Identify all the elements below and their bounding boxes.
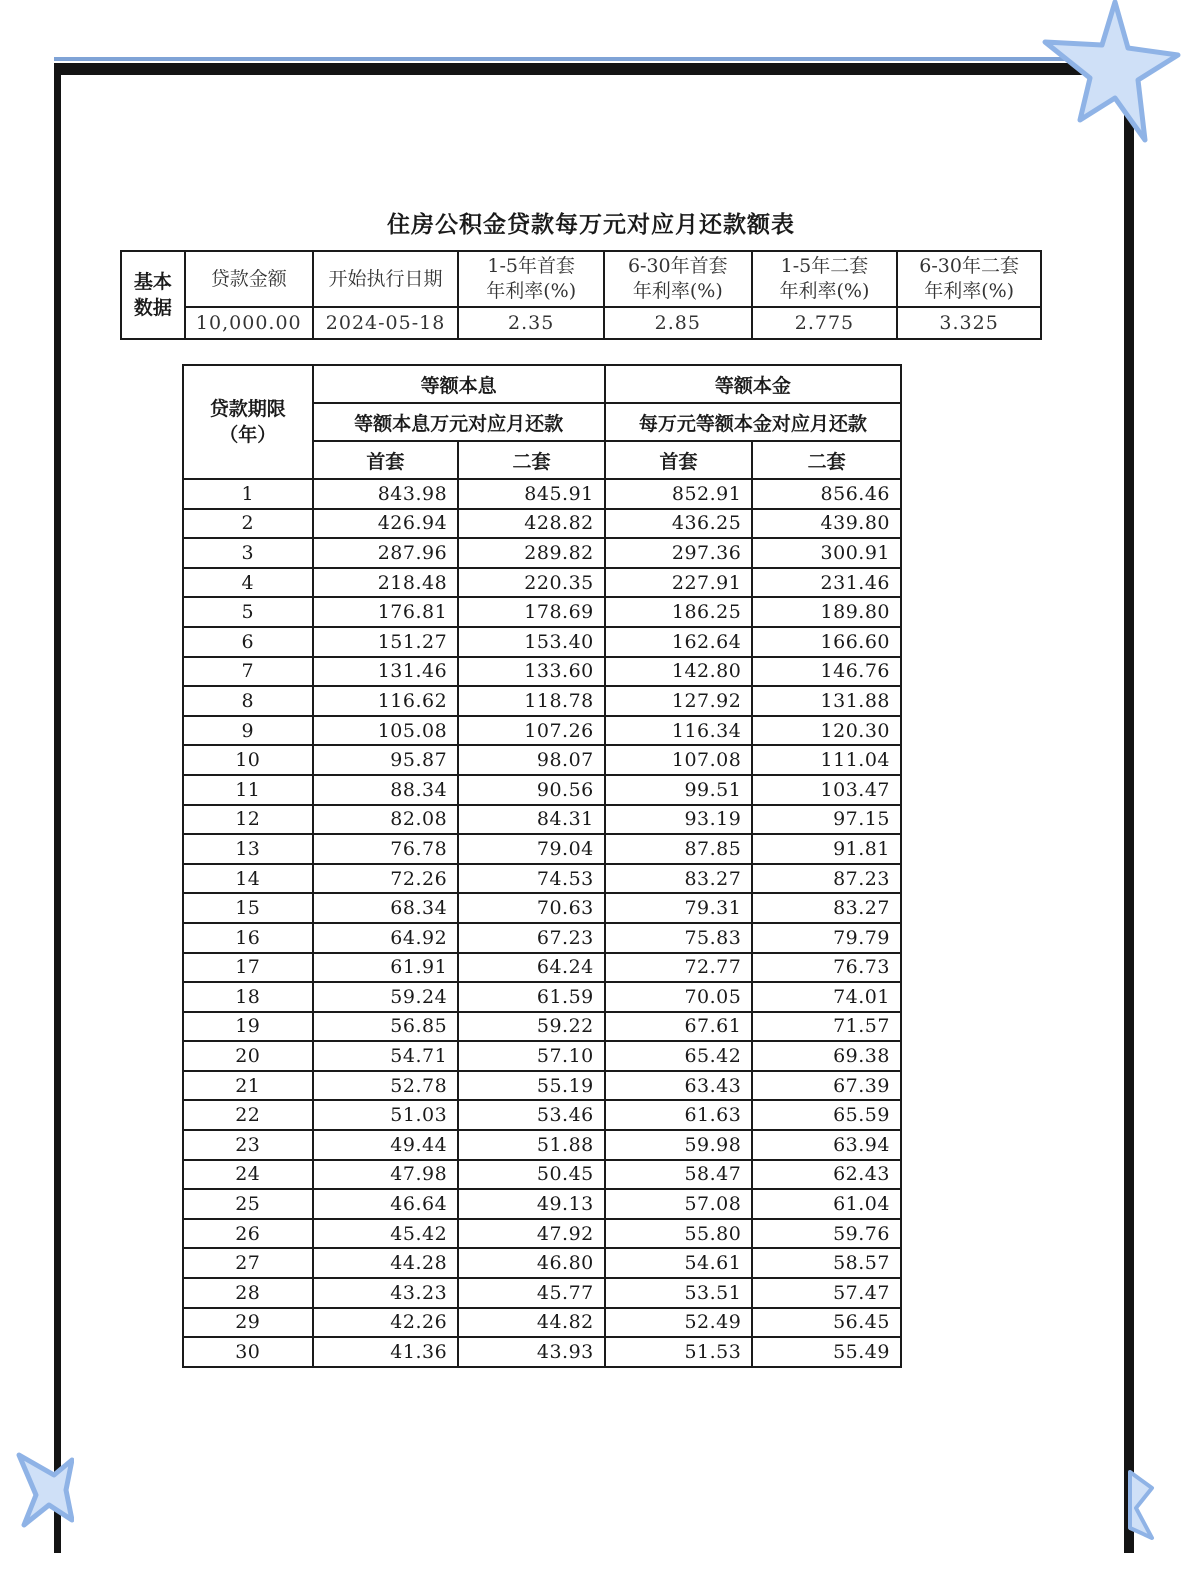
amount-cell: 47.98 [313, 1160, 459, 1190]
amount-cell: 426.94 [313, 509, 459, 539]
amount-cell: 300.91 [752, 538, 901, 568]
table-row [183, 1248, 901, 1278]
term-cell: 15 [183, 893, 313, 923]
amount-cell: 133.60 [458, 657, 605, 687]
amount-cell: 65.42 [605, 1041, 753, 1071]
start-date-value: 2024-05-18 [313, 307, 459, 339]
amount-cell: 63.43 [605, 1071, 753, 1101]
amount-cell: 131.46 [313, 657, 459, 687]
term-cell: 22 [183, 1100, 313, 1130]
amount-cell: 87.23 [752, 864, 901, 894]
amount-cell: 856.46 [752, 479, 901, 509]
term-cell: 12 [183, 805, 313, 835]
amount-cell: 59.76 [752, 1219, 901, 1249]
amount-cell: 67.61 [605, 1012, 753, 1042]
amount-cell: 88.34 [313, 775, 459, 805]
amount-cell: 845.91 [458, 479, 605, 509]
table-row [183, 982, 901, 1012]
amount-cell: 436.25 [605, 509, 753, 539]
table-row [183, 953, 901, 983]
start-date-header: 开始执行日期 [313, 251, 459, 307]
amount-cell: 178.69 [458, 597, 605, 627]
amount-cell: 107.08 [605, 745, 753, 775]
amount-cell: 54.61 [605, 1248, 753, 1278]
equal-installment-subheader: 等额本息万元对应月还款 [313, 403, 605, 441]
table-row [183, 864, 901, 894]
term-cell: 21 [183, 1071, 313, 1101]
page-frame-accent [54, 57, 1139, 61]
amount-cell: 44.28 [313, 1248, 459, 1278]
table-row [183, 1189, 901, 1219]
amount-cell: 50.45 [458, 1160, 605, 1190]
term-cell: 8 [183, 686, 313, 716]
term-cell: 7 [183, 657, 313, 687]
amount-cell: 46.80 [458, 1248, 605, 1278]
amount-cell: 55.80 [605, 1219, 753, 1249]
table-row [183, 686, 901, 716]
term-cell: 26 [183, 1219, 313, 1249]
table-row [183, 1012, 901, 1042]
amount-cell: 43.93 [458, 1337, 605, 1367]
amount-cell: 45.77 [458, 1278, 605, 1308]
term-cell: 5 [183, 597, 313, 627]
amount-cell: 95.87 [313, 745, 459, 775]
principal-first-home-header: 首套 [605, 441, 753, 479]
amount-cell: 220.35 [458, 568, 605, 598]
loan-amount-header: 贷款金额 [185, 251, 313, 307]
amount-cell: 79.04 [458, 834, 605, 864]
term-cell: 19 [183, 1012, 313, 1042]
table-row [183, 745, 901, 775]
amount-cell: 71.57 [752, 1012, 901, 1042]
amount-cell: 151.27 [313, 627, 459, 657]
amount-cell: 61.63 [605, 1100, 753, 1130]
page-frame-top [54, 63, 1136, 75]
amount-cell: 84.31 [458, 805, 605, 835]
term-cell: 27 [183, 1248, 313, 1278]
table-row [183, 1100, 901, 1130]
amount-cell: 59.22 [458, 1012, 605, 1042]
amount-cell: 105.08 [313, 716, 459, 746]
table-row [183, 1071, 901, 1101]
amount-cell: 44.82 [458, 1308, 605, 1338]
amount-cell: 79.79 [752, 923, 901, 953]
table-row [183, 568, 901, 598]
table-row [183, 479, 901, 509]
basic-data-table [120, 250, 1042, 340]
amount-cell: 231.46 [752, 568, 901, 598]
amount-cell: 176.81 [313, 597, 459, 627]
amount-cell: 72.77 [605, 953, 753, 983]
amount-cell: 227.91 [605, 568, 753, 598]
amount-cell: 52.49 [605, 1308, 753, 1338]
term-cell: 25 [183, 1189, 313, 1219]
term-cell: 1 [183, 479, 313, 509]
term-cell: 17 [183, 953, 313, 983]
amount-cell: 43.23 [313, 1278, 459, 1308]
amount-cell: 61.91 [313, 953, 459, 983]
amount-cell: 59.24 [313, 982, 459, 1012]
amount-cell: 83.27 [605, 864, 753, 894]
amount-cell: 57.08 [605, 1189, 753, 1219]
amount-cell: 45.42 [313, 1219, 459, 1249]
amount-cell: 76.78 [313, 834, 459, 864]
amount-cell: 79.31 [605, 893, 753, 923]
amount-cell: 53.46 [458, 1100, 605, 1130]
amount-cell: 107.26 [458, 716, 605, 746]
amount-cell: 61.59 [458, 982, 605, 1012]
rate-6-30-second-value: 3.325 [897, 307, 1041, 339]
star-icon [14, 1450, 74, 1530]
amount-cell: 166.60 [752, 627, 901, 657]
amount-cell: 131.88 [752, 686, 901, 716]
rate-1-5-first-value: 2.35 [458, 307, 604, 339]
amount-cell: 76.73 [752, 953, 901, 983]
principal-second-home-header: 二套 [752, 441, 901, 479]
amount-cell: 82.08 [313, 805, 459, 835]
amount-cell: 62.43 [752, 1160, 901, 1190]
amount-cell: 51.03 [313, 1100, 459, 1130]
rate-1-5-second-header: 1-5年二套 年利率(%) [752, 251, 898, 307]
rate-6-30-second-header: 6-30年二套 年利率(%) [897, 251, 1041, 307]
amount-cell: 116.34 [605, 716, 753, 746]
amount-cell: 64.92 [313, 923, 459, 953]
amount-cell: 55.19 [458, 1071, 605, 1101]
table-row [183, 657, 901, 687]
amount-cell: 218.48 [313, 568, 459, 598]
amount-cell: 46.64 [313, 1189, 459, 1219]
table-row [183, 1219, 901, 1249]
repayment-table [182, 364, 902, 1368]
amount-cell: 74.01 [752, 982, 901, 1012]
star-icon [1126, 1468, 1156, 1548]
amount-cell: 439.80 [752, 509, 901, 539]
term-header: 贷款期限 （年） [183, 365, 313, 479]
amount-cell: 116.62 [313, 686, 459, 716]
amount-cell: 68.34 [313, 893, 459, 923]
amount-cell: 54.71 [313, 1041, 459, 1071]
amount-cell: 67.23 [458, 923, 605, 953]
table-row [183, 834, 901, 864]
term-cell: 14 [183, 864, 313, 894]
amount-cell: 58.47 [605, 1160, 753, 1190]
amount-cell: 52.78 [313, 1071, 459, 1101]
term-cell: 4 [183, 568, 313, 598]
amount-cell: 49.44 [313, 1130, 459, 1160]
amount-cell: 56.85 [313, 1012, 459, 1042]
star-icon [1040, 0, 1182, 145]
amount-cell: 162.64 [605, 627, 753, 657]
term-cell: 13 [183, 834, 313, 864]
amount-cell: 42.26 [313, 1308, 459, 1338]
table-row [183, 716, 901, 746]
term-cell: 16 [183, 923, 313, 953]
amount-cell: 93.19 [605, 805, 753, 835]
term-cell: 2 [183, 509, 313, 539]
loan-amount-value: 10,000.00 [185, 307, 313, 339]
rate-6-30-first-header: 6-30年首套 年利率(%) [604, 251, 752, 307]
amount-cell: 189.80 [752, 597, 901, 627]
rate-6-30-first-value: 2.85 [604, 307, 752, 339]
equal-principal-subheader: 每万元等额本金对应月还款 [605, 403, 901, 441]
amount-cell: 57.10 [458, 1041, 605, 1071]
amount-cell: 61.04 [752, 1189, 901, 1219]
amount-cell: 289.82 [458, 538, 605, 568]
basic-data-label: 基本 数据 [121, 251, 185, 339]
table-row [183, 1337, 901, 1367]
amount-cell: 186.25 [605, 597, 753, 627]
table-row [183, 1160, 901, 1190]
amount-cell: 98.07 [458, 745, 605, 775]
amount-cell: 49.13 [458, 1189, 605, 1219]
installment-second-home-header: 二套 [458, 441, 605, 479]
amount-cell: 146.76 [752, 657, 901, 687]
table-row [183, 775, 901, 805]
amount-cell: 70.05 [605, 982, 753, 1012]
amount-cell: 297.36 [605, 538, 753, 568]
term-cell: 9 [183, 716, 313, 746]
term-cell: 28 [183, 1278, 313, 1308]
amount-cell: 91.81 [752, 834, 901, 864]
term-cell: 18 [183, 982, 313, 1012]
table-row [183, 893, 901, 923]
amount-cell: 55.49 [752, 1337, 901, 1367]
page-frame-right [1124, 63, 1134, 1553]
term-cell: 23 [183, 1130, 313, 1160]
document-title: 住房公积金贷款每万元对应月还款额表 [387, 211, 795, 238]
amount-cell: 97.15 [752, 805, 901, 835]
table-row [183, 1130, 901, 1160]
amount-cell: 153.40 [458, 627, 605, 657]
amount-cell: 74.53 [458, 864, 605, 894]
amount-cell: 70.63 [458, 893, 605, 923]
table-row [183, 538, 901, 568]
amount-cell: 83.27 [752, 893, 901, 923]
term-cell: 20 [183, 1041, 313, 1071]
amount-cell: 99.51 [605, 775, 753, 805]
amount-cell: 41.36 [313, 1337, 459, 1367]
amount-cell: 64.24 [458, 953, 605, 983]
amount-cell: 67.39 [752, 1071, 901, 1101]
amount-cell: 63.94 [752, 1130, 901, 1160]
amount-cell: 75.83 [605, 923, 753, 953]
table-row [183, 597, 901, 627]
term-cell: 6 [183, 627, 313, 657]
table-row [183, 509, 901, 539]
amount-cell: 428.82 [458, 509, 605, 539]
amount-cell: 59.98 [605, 1130, 753, 1160]
term-cell: 3 [183, 538, 313, 568]
amount-cell: 58.57 [752, 1248, 901, 1278]
amount-cell: 843.98 [313, 479, 459, 509]
page-frame-left [54, 63, 61, 1553]
term-cell: 10 [183, 745, 313, 775]
amount-cell: 51.88 [458, 1130, 605, 1160]
table-row [183, 923, 901, 953]
amount-cell: 111.04 [752, 745, 901, 775]
term-cell: 24 [183, 1160, 313, 1190]
amount-cell: 118.78 [458, 686, 605, 716]
amount-cell: 72.26 [313, 864, 459, 894]
table-row [183, 627, 901, 657]
amount-cell: 57.47 [752, 1278, 901, 1308]
amount-cell: 69.38 [752, 1041, 901, 1071]
table-row [183, 805, 901, 835]
amount-cell: 51.53 [605, 1337, 753, 1367]
amount-cell: 852.91 [605, 479, 753, 509]
equal-principal-header: 等额本金 [605, 365, 901, 403]
table-row [183, 1041, 901, 1071]
amount-cell: 90.56 [458, 775, 605, 805]
amount-cell: 142.80 [605, 657, 753, 687]
amount-cell: 65.59 [752, 1100, 901, 1130]
installment-first-home-header: 首套 [313, 441, 459, 479]
amount-cell: 47.92 [458, 1219, 605, 1249]
amount-cell: 53.51 [605, 1278, 753, 1308]
amount-cell: 87.85 [605, 834, 753, 864]
amount-cell: 120.30 [752, 716, 901, 746]
rate-1-5-first-header: 1-5年首套 年利率(%) [458, 251, 604, 307]
amount-cell: 56.45 [752, 1308, 901, 1338]
term-cell: 11 [183, 775, 313, 805]
amount-cell: 103.47 [752, 775, 901, 805]
term-cell: 30 [183, 1337, 313, 1367]
table-row [183, 1278, 901, 1308]
amount-cell: 127.92 [605, 686, 753, 716]
term-cell: 29 [183, 1308, 313, 1338]
amount-cell: 287.96 [313, 538, 459, 568]
equal-installment-header: 等额本息 [313, 365, 605, 403]
rate-1-5-second-value: 2.775 [752, 307, 898, 339]
table-row [183, 1308, 901, 1338]
